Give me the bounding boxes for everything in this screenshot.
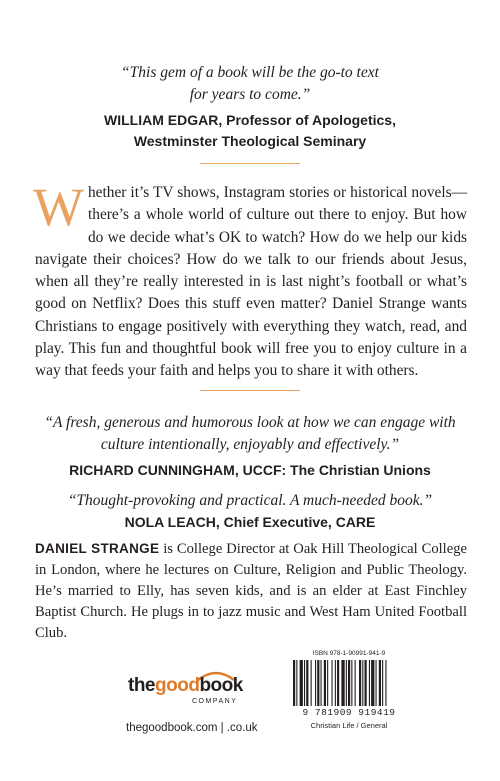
logo-company: COMPANY [192, 698, 238, 705]
book-blurb [33, 177, 467, 383]
quote-2-attribution: RICHARD CUNNINGHAM, UCCF: The Christian Unions [69, 462, 431, 478]
quote-2-line-2: culture intentionally, enjoyably and effectively.” [100, 436, 400, 453]
author-name: DANIEL STRANGE [35, 541, 160, 556]
divider-rule-middle [200, 390, 300, 391]
drop-cap: W [33, 177, 84, 237]
quote-3-text: “Thought-provoking and practical. A much-needed book.” [67, 492, 433, 509]
quote-1-attribution-line-2: Westminster Theological Seminary [133, 133, 367, 149]
quote-3-attribution: NOLA LEACH, Chief Executive, CARE [124, 514, 376, 530]
publisher-url: thegoodbook.com | .co.uk [126, 722, 258, 734]
quote-1-line-2: for years to come.” [189, 86, 311, 103]
quote-1-attribution-line-1: WILLIAM EDGAR, Professor of Apologetics, [104, 112, 396, 128]
barcode-bars [287, 660, 411, 706]
quote-1-line-1: “This gem of a book will be the go-to text [121, 64, 379, 81]
blurb-text: hether it’s TV shows, Instagram stories or historical novels—there’s a whole world of culture out there to enjoy. But how do we decide what’s OK to watch? How do we help our kids navigate their choices? How do we talk to our friends about Jesus, when all they’re really interested in is last night’s football or what’s good on Netflix? Does this stuff even matter? Daniel Strange wants Christians to engage positively with everything they watch, read, and play. This fun and thoughtful book will free you to enjoy culture in a way that feeds your faith and helps you to share it with others. [35, 184, 467, 380]
logo-book: book [199, 675, 243, 696]
isbn-number: ISBN 978-1-90991-941-9 [312, 650, 386, 657]
logo-good: good [155, 675, 200, 696]
logo-the: the [128, 675, 155, 696]
author-bio-text: is College Director at Oak Hill Theological College in London, where he lectures on Culture, Religion and Public Theology. He’s married to Elly, has seven kids, and is an elder at East Finchley Baptist Church. He plugs in to jazz music and West Ham United Football Club. [35, 541, 467, 641]
author-bio [35, 538, 467, 644]
barcode-digits: 9 781909 919419 [302, 707, 396, 718]
book-category: Christian Life / General [310, 721, 388, 730]
quote-2-line-1: “A fresh, generous and humorous look at how we can engage with [44, 414, 456, 431]
isbn-barcode [285, 648, 413, 732]
logo-wordmark [128, 675, 243, 697]
divider-rule-top [200, 163, 300, 164]
publisher-logo [128, 669, 268, 709]
